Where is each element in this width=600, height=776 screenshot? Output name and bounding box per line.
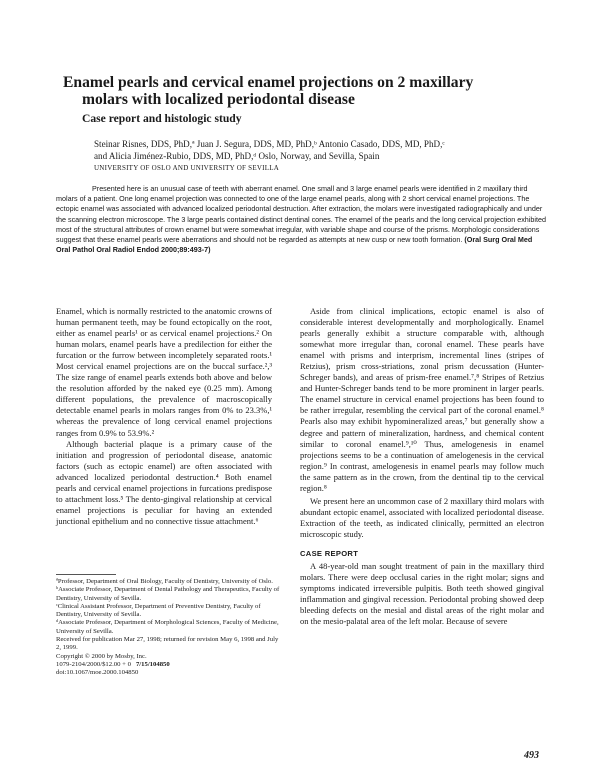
doi: doi:10.1067/moe.2000.104850: [56, 669, 139, 677]
case-report-heading: CASE REPORT: [300, 548, 359, 558]
title-line-1: Enamel pearls and cervical enamel projections on 2 maxillary: [63, 74, 474, 91]
authors-line-2: and Alicia Jiménez-Rubio, DDS, MD, PhD,ᵈ Oslo, Norway, and Sevilla, Spain: [94, 151, 380, 161]
footnote-c: ᶜClinical Assistant Professor, Department of Preventive Dentistry, Faculty of Dentistry, University of Sevilla.: [56, 602, 261, 619]
intro-paragraph-2: Although bacterial plaque is a primary cause of the initiation and progression of periodontal disease, anatomic factors (such as ectopic enamel) are often associated with advanced localized periodontal destruction.⁴ Both enamel pearls and cervical enamel projections in furcations predispose to attachment loss.⁵ The dento-gingival relationship at cervical enamel projections is peculiar for having an extended junctional epithelium and no connective tissue attachment.⁶: [56, 438, 272, 526]
footnote-a: ªProfessor, Department of Oral Biology, Faculty of Dentistry, University of Oslo.: [56, 578, 273, 585]
copyright: Copyright © 2000 by Mosby, Inc.: [56, 652, 147, 660]
article-code: 7/15/104850: [135, 660, 170, 668]
footnotes: [56, 578, 281, 678]
author-block: [94, 138, 564, 174]
article-subtitle: Case report and histologic study: [82, 112, 242, 125]
right-column: [300, 306, 544, 627]
abstract: [56, 184, 546, 255]
footnote-b: ᵇAssociate Professor, Department of Dental Pathology and Therapeutics, Faculty of Dentistry, University of Sevilla.: [56, 586, 280, 602]
article-title: [63, 74, 533, 108]
page-number: 493: [524, 750, 539, 761]
body-paragraph-2: We present here an uncommon case of 2 maxillary third molars with abundant ectopic enamel, associated with localized periodontal disease. Extraction of the teeth, as indicated clinically, permitted an electron microscopic study.: [300, 495, 544, 539]
title-line-2: molars with localized periodontal disease: [82, 91, 355, 108]
authors-line-1: Steinar Risnes, DDS, PhD,ª Juan J. Segura, DDS, MD, PhD,ᵇ Antonio Casado, DDS, MD, PhD,ᶜ: [94, 139, 445, 149]
journal-citation: (Oral Surg Oral Med Oral Pathol Oral Radiol Endod 2000;89:493-7): [56, 235, 533, 255]
footnote-divider: [56, 574, 116, 575]
affiliation: UNIVERSITY OF OSLO AND UNIVERSITY OF SEVILLA: [94, 164, 280, 172]
issn-line: [56, 661, 281, 669]
case-report-paragraph: A 48-year-old man sought treatment of pain in the maxillary third molars. There were deep occlusal caries in the right molar; signs and symptoms indicated irreversible pulpitis. Both teeth showed gingival inflammation and gingival recession. Periodontal probing showed deep bleeding defects on the mesial and distal areas of the right molar and on the mesio-palatal area of the left molar. Because of severe: [300, 561, 544, 627]
abstract-paragraph: [56, 184, 546, 255]
issn: 1079-2104/2000/$12.00 + 0: [56, 660, 131, 668]
left-column: [56, 306, 272, 527]
footnote-d: ᵈAssociate Professor, Department of Morphological Sciences, Faculty of Medicine, University of Sevilla.: [56, 619, 279, 635]
intro-paragraph-1: Enamel, which is normally restricted to the anatomic crowns of human permanent teeth, may be found ectopically on the root, either as enamel pearls¹ or as cervical enamel projections.² On human molars, enamel pearls have a predilection for either the furcation or the furrow between incompletely separated roots.¹ Most cervical enamel projections are on the buccal surface.²,³ The size range of enamel pearls extends both above and below the resolution afforded by the naked eye (0.25 mm). Among different populations, the prevalence of macroscopically detectable enamel pearls in molars ranges from 0% to 23.3%,¹ whereas the prevalence of long cervical enamel projections ranges from 0.9% to 53.9%.²: [56, 306, 272, 438]
body-paragraph-1: Aside from clinical implications, ectopic enamel is also of considerable interest developmentally and morphologically. Enamel pearls generally exhibit a structure comparable with, although somewhat more irregular than, coronal enamel. These pearls have enamel with prisms and interprism, incremental lines (stripes of Retzius), prism cross-striations, zonal prism decussation (Hunter-Schreger bands), and areas of prism-free enamel.⁷,⁸ Stripes of Retzius and Hunter-Schreger bands tend to be more prominent in larger pearls. The enamel structure in cervical enamel projections has been found to be rather irregular, resembling the cervical part of the coronal enamel.⁸ Pearls also may exhibit hypomineralized areas,⁷ but generally show a degree and pattern of mineralization, hardness, and chemical content similar to coronal enamel.⁹,¹⁰ Thus, amelogenesis in enamel projections seems to be a continuation of amelogenesis in the cervical region.⁹ In contrast, amelogenesis in enamel pearls may follow much the same pattern as in the crown, from the dentinal tip to the cervical region.⁸: [300, 306, 544, 493]
abstract-text: Presented here is an unusual case of teeth with aberrant enamel. One small and 3 large enamel pearls were identified in 2 maxillary third molars of a patient. One long enamel projection was connected to one of the large enamel pearls, along with 2 short cervical enamel projections. The ectopic enamel was associated with advanced localized periodontal destruction. After extraction, the molars were investigated radiographically and under the scanning electron microscope. The 3 large pearls contained distinct dentinal cones. The enamel of the pearls and the long cervical projection exhibited most of the structural attributes of crown enamel but were somewhat irregular, with variable shape and course of the prisms. Morphologic considerations suggest that these enamel pearls were aberrations and should not be regarded as attempts at new cusp or new tooth formation.: [56, 184, 546, 245]
received-date: Received for publication Mar 27, 1998; returned for revision May 6, 1998 and July 2, 1999.: [56, 636, 279, 652]
